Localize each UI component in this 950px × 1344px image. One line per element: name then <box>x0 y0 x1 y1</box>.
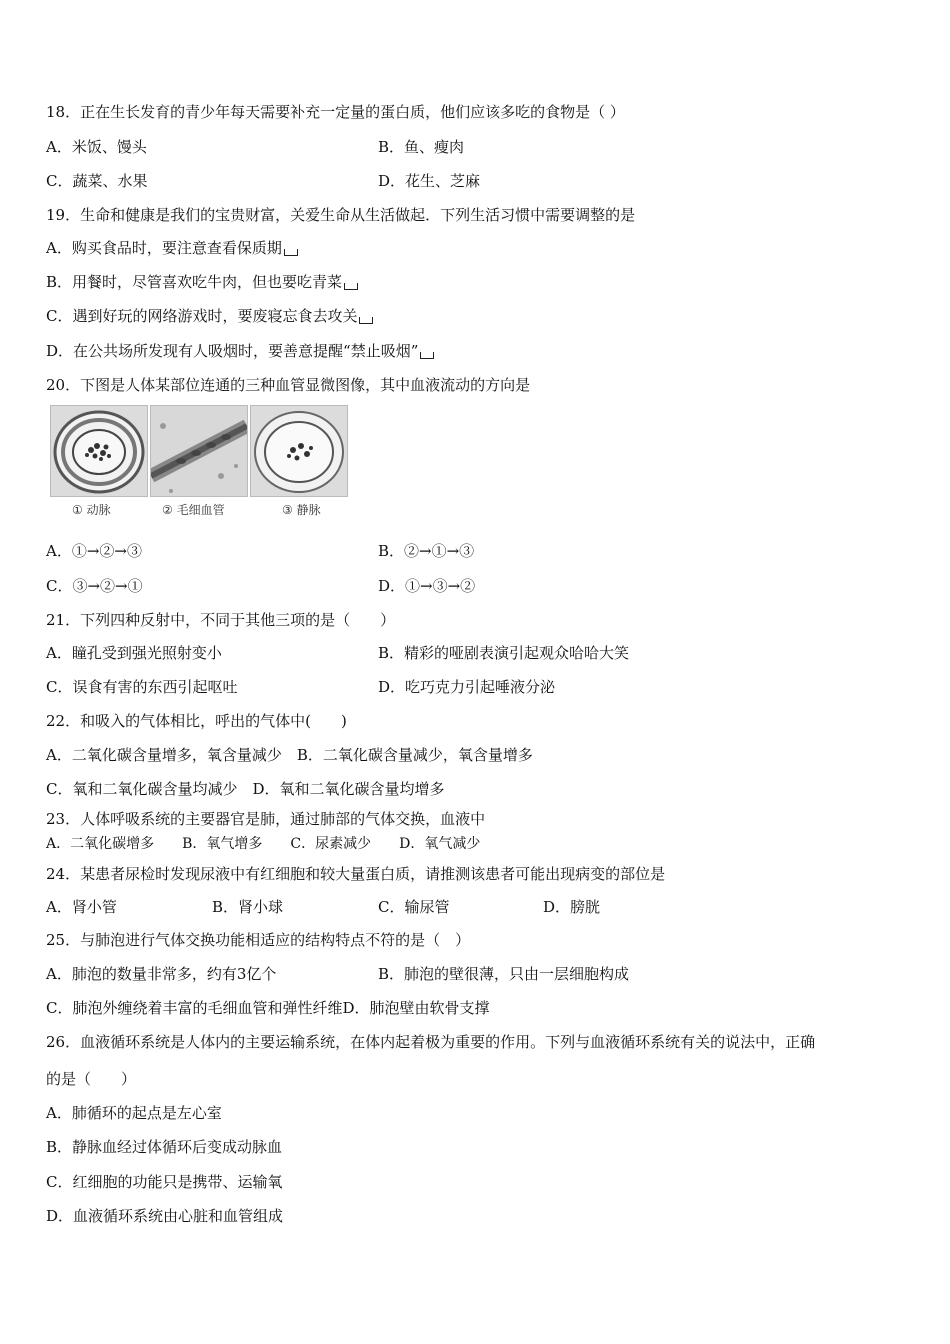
q26-option-b: B．静脉血经过体循环后变成动脉血 <box>46 1138 283 1156</box>
q23-stem: 23．人体呼吸系统的主要器官是肺，通过肺部的气体交换，血液中 <box>46 810 486 828</box>
q20-option-b: B．②→①→③ <box>378 542 475 560</box>
q18-option-d: D．花生、芝麻 <box>378 172 481 190</box>
q25-stem: 25．与肺泡进行气体交换功能相适应的结构特点不符的是（ ） <box>46 931 471 949</box>
blood-vessel-micrograph <box>50 405 350 520</box>
artery-caption: ① 动脉 <box>72 503 111 517</box>
q19-option-c-text: C．遇到好玩的网络游戏时，要废寝忘食去攻关 <box>46 307 358 325</box>
q21-stem: 21．下列四种反射中，不同于其他三项的是（ ） <box>46 611 396 629</box>
q19-option-b <box>46 272 358 292</box>
q19-option-d-text: D．在公共场所发现有人吸烟时，要善意提醒“禁止吸烟” <box>46 342 419 360</box>
q22-options-ab: A．二氧化碳含量增多，氧含量减少 B．二氧化碳含量减少，氧含量增多 <box>46 746 533 764</box>
capillary-caption: ② 毛细血管 <box>162 503 225 517</box>
vein-caption: ③ 静脉 <box>282 503 321 517</box>
blank-mark-icon <box>284 249 298 256</box>
q23-options: A．二氧化碳增多 B．氧气增多 C．尿素减少 D．氧气减少 <box>46 836 481 852</box>
capillary-image <box>150 405 248 497</box>
q25-option-a: A．肺泡的数量非常多，约有3亿个 <box>46 965 277 983</box>
q18-option-a: A．米饭、馒头 <box>46 138 147 156</box>
q26-option-c: C．红细胞的功能只是携带、运输氧 <box>46 1173 283 1191</box>
q22-options-cd: C．氧和二氧化碳含量均减少 D．氧和二氧化碳含量均增多 <box>46 780 445 798</box>
q21-option-c: C．误食有害的东西引起呕吐 <box>46 678 238 696</box>
q26-stem-line1: 26．血液循环系统是人体内的主要运输系统，在体内起着极为重要的作用。下列与血液循环系统有关的说法中，正确 <box>46 1033 816 1051</box>
q19-option-d <box>46 341 434 361</box>
blank-mark-icon <box>344 283 358 290</box>
q26-option-d: D．血液循环系统由心脏和血管组成 <box>46 1207 284 1225</box>
q22-stem: 22．和吸入的气体相比，呼出的气体中( ) <box>46 712 347 730</box>
q20-option-c: C．③→②→① <box>46 577 143 595</box>
q24-option-c: C．输尿管 <box>378 898 450 916</box>
blank-mark-icon <box>359 317 373 324</box>
artery-image <box>50 405 148 497</box>
q19-option-a <box>46 238 298 258</box>
q21-option-d: D．吃巧克力引起唾液分泌 <box>378 678 556 696</box>
q18-option-c: C．蔬菜、水果 <box>46 172 148 190</box>
q25-options-cd: C．肺泡外缠绕着丰富的毛细血管和弹性纤维D．肺泡壁由软骨支撑 <box>46 999 490 1017</box>
q19-option-c <box>46 306 373 326</box>
q19-option-a-text: A．购买食品时，要注意查看保质期 <box>46 239 282 257</box>
q24-stem: 24．某患者尿检时发现尿液中有红细胞和较大量蛋白质，请推测该患者可能出现病变的部位是 <box>46 865 666 883</box>
q19-stem: 19．生命和健康是我们的宝贵财富，关爱生命从生活做起．下列生活习惯中需要调整的是 <box>46 206 636 224</box>
q21-option-a: A．瞳孔受到强光照射变小 <box>46 644 222 662</box>
q25-option-b: B．肺泡的壁很薄，只由一层细胞构成 <box>378 965 630 983</box>
q19-option-b-text: B．用餐时，尽管喜欢吃牛肉，但也要吃青菜 <box>46 273 343 291</box>
q24-option-a: A．肾小管 <box>46 898 117 916</box>
vein-image <box>250 405 348 497</box>
q18-stem: 18．正在生长发育的青少年每天需要补充一定量的蛋白质，他们应该多吃的食物是（ ） <box>46 103 625 121</box>
q24-option-d: D．膀胱 <box>543 898 601 916</box>
q20-stem: 20．下图是人体某部位连通的三种血管显微图像，其中血液流动的方向是 <box>46 376 531 394</box>
q21-option-b: B．精彩的哑剧表演引起观众哈哈大笑 <box>378 644 630 662</box>
q26-stem-line2: 的是（ ） <box>46 1070 137 1088</box>
blank-mark-icon <box>420 352 434 359</box>
q18-option-b: B．鱼、瘦肉 <box>378 138 465 156</box>
q26-option-a: A．肺循环的起点是左心室 <box>46 1104 222 1122</box>
q24-option-b: B．肾小球 <box>212 898 284 916</box>
q20-option-d: D．①→③→② <box>378 577 476 595</box>
q20-option-a: A．①→②→③ <box>46 542 142 560</box>
